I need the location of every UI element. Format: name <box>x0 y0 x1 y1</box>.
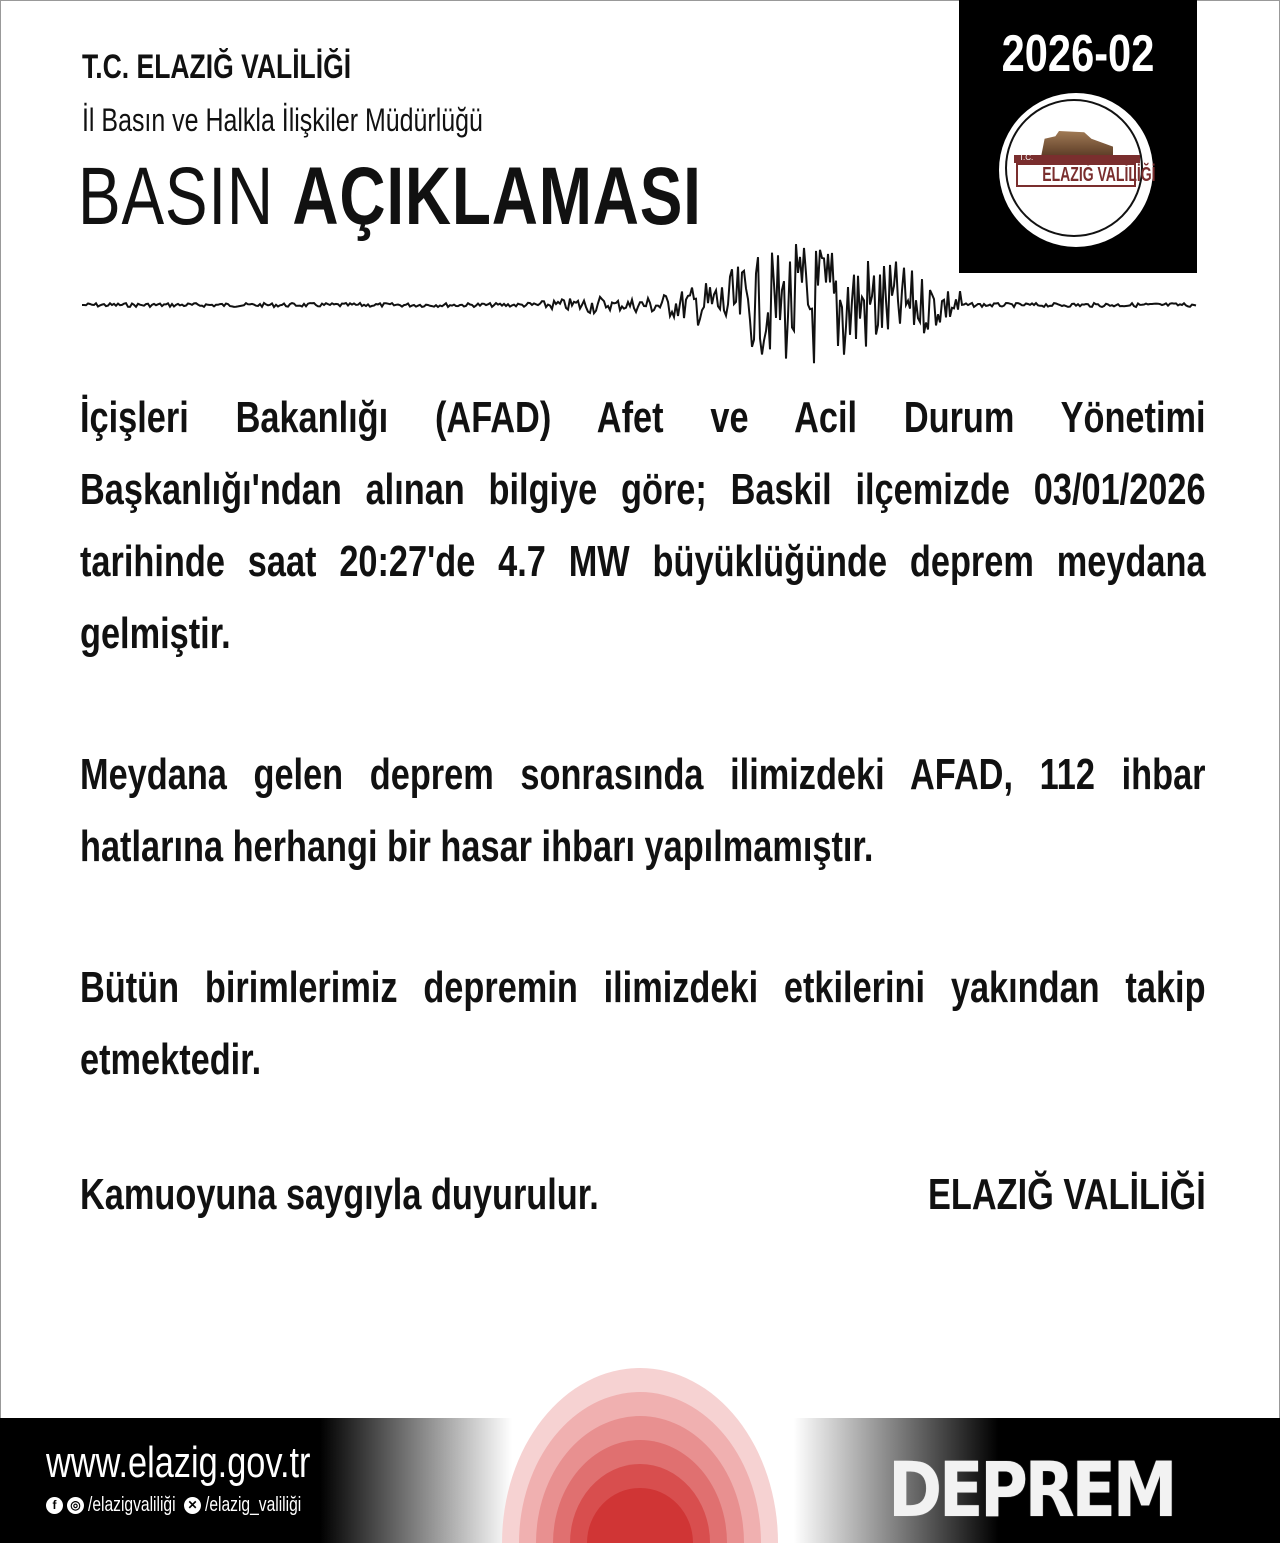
deprem-banner-word: DEPREM <box>888 1445 1175 1534</box>
social-links <box>46 1494 328 1516</box>
organization-name: T.C. ELAZIĞ VALİLİĞİ <box>82 48 352 86</box>
governorship-logo <box>999 93 1156 247</box>
signature: ELAZIĞ VALİLİĞİ <box>928 1170 1206 1219</box>
logo-name-box <box>1016 163 1156 187</box>
department-name: İl Basın ve Halkla İlişkiler Müdürlüğü <box>82 102 483 138</box>
closing-text: Kamuoyuna saygıyla duyurulur. <box>80 1170 599 1219</box>
logo-tc: T.C. <box>1019 153 1034 162</box>
x-icon[interactable]: ✕ <box>184 1497 201 1514</box>
paragraph-2: Meydana gelen deprem sonrasında ilimizdeki AFAD, 112 ihbar hatlarına herhangi bir hasar ihbarı yapılmamıştır. <box>80 750 1206 871</box>
seismograph-wave <box>82 235 1198 375</box>
paragraph-1: İçişleri Bakanlığı (AFAD) Afet ve Acil Durum Yönetimi Başkanlığı'ndan alınan bilgiye göre; Baskil ilçemizde 03/01/2026 tarihinde saat 20:27'de 4.7 MW büyüklüğünde deprem meydana gelmiştir. <box>80 393 1206 658</box>
logo-text: ELAZIĞ VALİLİĞİ <box>1042 164 1156 186</box>
website-link[interactable]: www.elazig.gov.tr <box>46 1438 311 1487</box>
title-bold: AÇIKLAMASI <box>292 151 702 242</box>
release-number-badge <box>959 0 1197 273</box>
release-number: 2026-02 <box>1001 25 1155 83</box>
seismograph-line <box>82 244 1196 363</box>
paragraph-3: Bütün birimlerimiz depremin ilimizdeki etkilerini yakından takip etmektedir. <box>80 963 1206 1084</box>
page-title <box>78 150 702 244</box>
social-handle-1[interactable]: /elazigvaliliği <box>88 1494 176 1516</box>
facebook-icon[interactable]: f <box>46 1497 63 1514</box>
instagram-icon[interactable]: ◎ <box>67 1497 84 1514</box>
epicenter-rings-icon <box>500 1365 780 1543</box>
title-light: BASIN <box>78 151 274 242</box>
social-handle-2[interactable]: /elazig_valiliği <box>205 1494 302 1516</box>
